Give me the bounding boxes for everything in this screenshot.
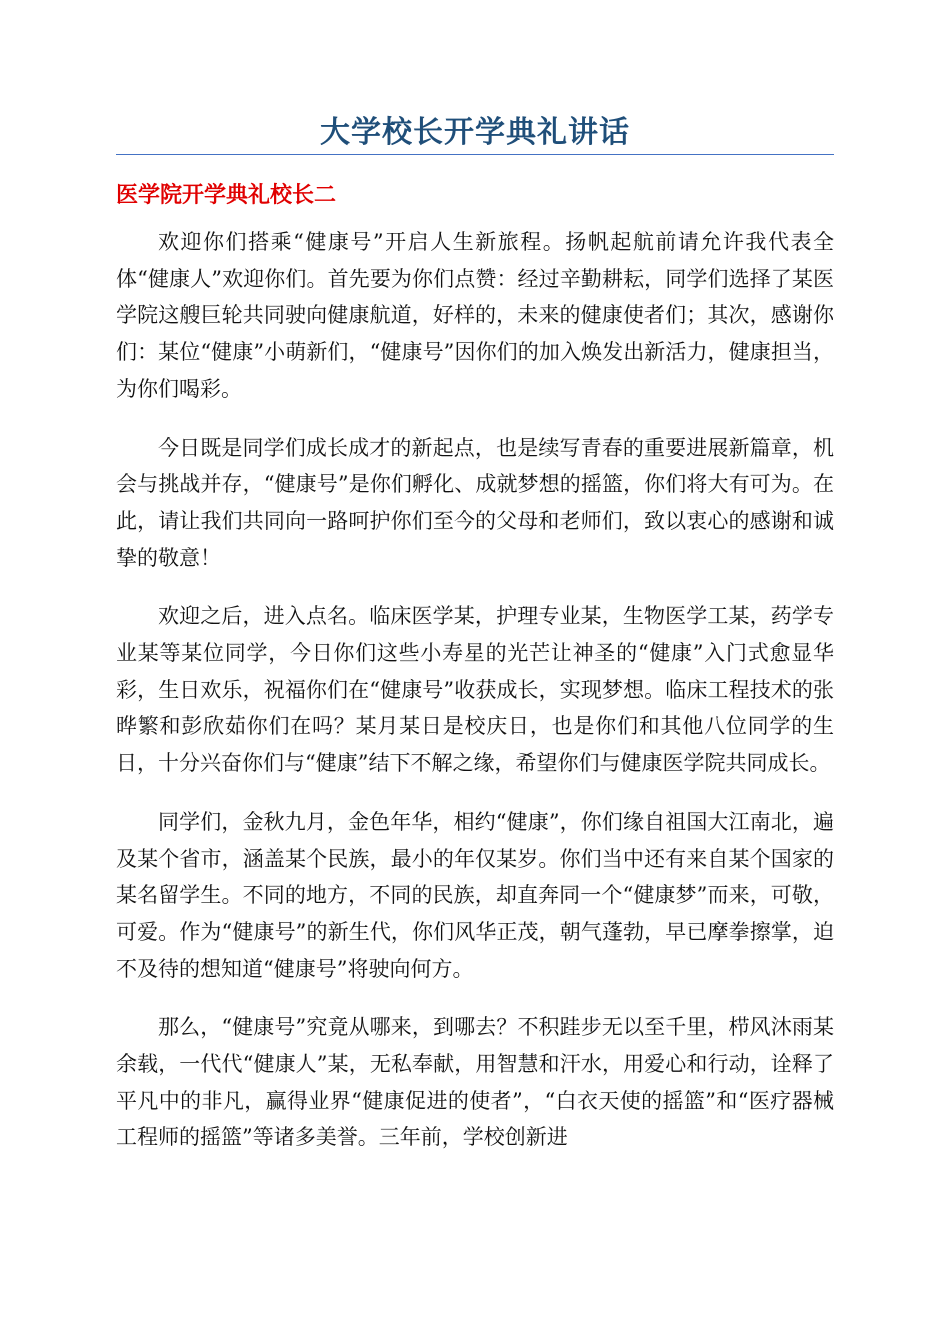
paragraph-1: 欢迎你们搭乘“健康号”开启人生新旅程。扬帆起航前请允许我代表全体“健康人”欢迎你们。首先要为你们点赞：经过辛勤耕耘，同学们选择了某医学院这艘巨轮共同驶向健康航道，好样的，未来的健康使者们；其次，感谢你们：某位“健康”小萌新们，“健康号”因你们的加入焕发出新活力，健康担当，为你们喝彩。 xyxy=(116,230,834,401)
paragraph-4: 同学们，金秋九月，金色年华，相约“健康”，你们缘自祖国大江南北，遍及某个省市，涵盖某个民族，最小的年仅某岁。你们当中还有来自某个国家的某名留学生。不同的地方，不同的民族，却直奔同一个“健康梦”而来，可敬，可爱。作为“健康号”的新生代，你们风华正茂，朝气蓬勃，早已摩拳擦掌，迫不及待的想知道“健康号”将驶向何方。 xyxy=(116,809,834,981)
title-underline xyxy=(116,154,834,155)
paragraph-3: 欢迎之后，进入点名。临床医学某，护理专业某，生物医学工某，药学专业某等某位同学，今日你们这些小寿星的光芒让神圣的“健康”入门式愈显华彩，生日欢乐，祝福你们在“健康号”收获成长，实现梦想。临床工程技术的张晔繁和彭欣茹你们在吗？某月某日是校庆日，也是你们和其他八位同学的生日，十分兴奋你们与“健康”结下不解之缘，希望你们与健康医学院共同成长。 xyxy=(116,604,834,776)
document-title: 大学校长开学典礼讲话 xyxy=(320,115,630,150)
paragraph-5: 那么，“健康号”究竟从哪来，到哪去？不积跬步无以至千里，栉风沐雨某余载，一代代“健康人”某，无私奉献，用智慧和汗水，用爱心和行动，诠释了平凡中的非凡，赢得业界“健康促进的使者”，“白衣天使的摇篮”和“医疗器械工程师的摇篮”等诸多美誉。三年前，学校创新进 xyxy=(116,1015,834,1150)
section-heading: 医学院开学典礼校长二 xyxy=(116,183,337,208)
body-text xyxy=(116,224,834,1156)
paragraph-2: 今日既是同学们成长成才的新起点，也是续写青春的重要进展新篇章，机会与挑战并存，“健康号”是你们孵化、成就梦想的摇篮，你们将大有可为。在此，请让我们共同向一路呵护你们至今的父母和老师们，致以衷心的感谢和诚挚的敬意！ xyxy=(116,435,834,570)
